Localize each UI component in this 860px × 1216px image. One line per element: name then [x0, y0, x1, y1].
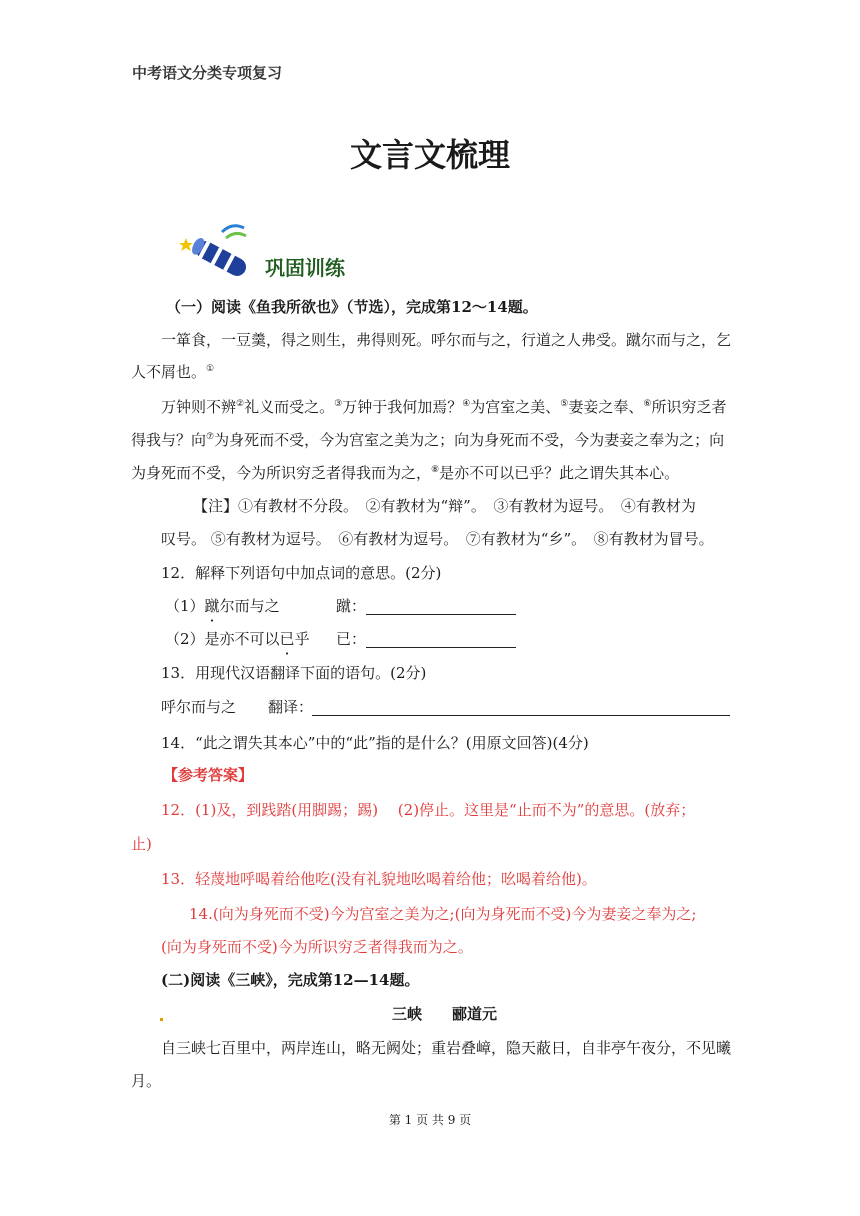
answer-label: 已：	[336, 630, 367, 648]
answer-13: 13．轻蔑地呼喝着给他吃(没有礼貌地吆喝着给他；吆喝着给他)。	[161, 870, 597, 888]
answer-14: (向为身死而不受)今为所识穷乏者得我而为之。	[161, 938, 473, 956]
marker-dot	[160, 1018, 163, 1021]
answer-label: 蹴：	[336, 597, 367, 615]
answer-14: 14.(向为身死而不受)今为宫室之美为之;(向为身死而不受)今为妻妾之奉为之;	[189, 905, 697, 923]
passage-line: 得我与？向⑦为身死而不受，今为宫室之美为之；向为身死而不受，今为妻妾之奉为之；向	[131, 431, 725, 449]
question-12: 12．解释下列语句中加点词的意思。(2分)	[161, 564, 442, 582]
answer-blank[interactable]	[366, 596, 516, 615]
part1-heading: （一）阅读《鱼我所欲也》（节选），完成第12～14题。	[166, 298, 538, 316]
passage-line: 一箪食，一豆羹，得之则生，弗得则死。呼尔而与之，行道之人弗受。蹴尔而与之，乞	[161, 331, 732, 349]
telescope-icon	[178, 218, 258, 282]
answer-12: 12．(1)及，到践踏(用脚踢；踢) (2)停止。这里是“止而不为”的意思。(放弃；	[161, 801, 696, 819]
page-title: 文言文梳理	[349, 136, 510, 174]
note-line: 叹号。 ⑤有教材为逗号。 ⑥有教材为逗号。 ⑦有教材为“乡”。 ⑧有教材为冒号。	[161, 530, 714, 548]
passage-title: 三峡 郦道元	[392, 1005, 498, 1023]
question-12-item-2: （2）是亦不可以已乎	[165, 630, 310, 648]
part2-heading: (二)阅读《三峡》，完成第12—14题。	[161, 971, 420, 989]
passage-line: 人不屑也。①	[131, 363, 215, 381]
passage-line: 为身死而不受，今为所识穷乏者得我而为之，⑧是亦不可以已乎？此之谓失其本心。	[131, 464, 680, 482]
answer-label: 翻译：	[268, 698, 314, 716]
passage-line: 万钟则不辨②礼义而受之。③万钟于我何加焉？④为宫室之美、⑤妻妾之奉、⑥所识穷乏者	[161, 398, 727, 416]
question-13: 13．用现代汉语翻译下面的语句。(2分)	[161, 664, 427, 682]
answer-blank[interactable]	[366, 629, 516, 648]
question-12-item-1: （1）蹴尔而与之	[165, 597, 280, 615]
answer-blank[interactable]	[312, 697, 730, 716]
passage-line: 自三峡七百里中，两岸连山，略无阙处；重岩叠嶂，隐天蔽日，自非亭午夜分，不见曦	[161, 1039, 732, 1057]
question-14: 14．“此之谓失其本心”中的“此”指的是什么？(用原文回答)(4分)	[161, 734, 589, 752]
passage-line: 月。	[131, 1072, 162, 1090]
note-line: 【注】①有教材不分段。 ②有教材为“辩”。 ③有教材为逗号。 ④有教材为	[193, 497, 696, 515]
answer-12: 止)	[131, 835, 152, 853]
answer-heading: 【参考答案】	[163, 766, 254, 784]
page-footer: 第 1 页 共 9 页	[388, 1113, 472, 1127]
section-title: 巩固训练	[265, 256, 345, 280]
question-13-sentence: 呼尔而与之	[161, 698, 237, 716]
footnote-mark: ①	[206, 364, 215, 374]
document-header: 中考语文分类专项复习	[132, 64, 283, 82]
